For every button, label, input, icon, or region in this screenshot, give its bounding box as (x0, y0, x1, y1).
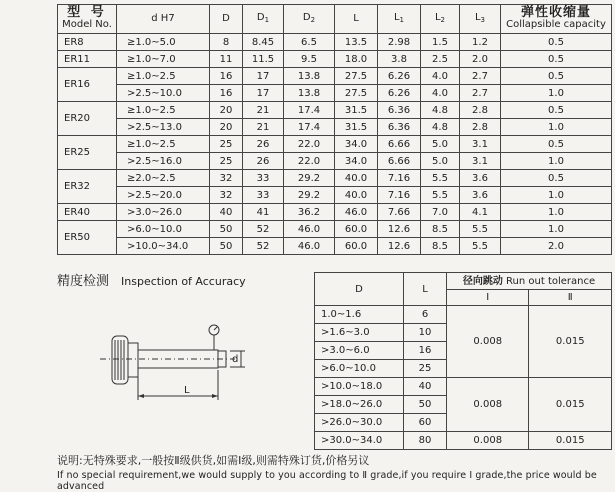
L1-cell: 2.98 (378, 34, 421, 51)
D2-cell: 13.8 (284, 68, 335, 85)
table-row (58, 102, 612, 119)
D1-cell: 26 (243, 153, 284, 170)
accuracy-l-cell: 60 (404, 414, 447, 432)
accuracy-l-cell: 6 (404, 306, 447, 324)
grade2-value-cell: 0.015 (529, 378, 612, 432)
L3-cell: 2.0 (460, 51, 501, 68)
D1-cell: 52 (243, 221, 284, 238)
header-L3-sub: 3 (480, 16, 486, 24)
header-D1 (243, 5, 284, 34)
header-D2-sub: 2 (310, 16, 316, 24)
D-cell: 16 (210, 85, 243, 102)
header-D1-text: D (256, 12, 265, 23)
L-cell: 31.5 (335, 119, 378, 136)
D-cell: 8 (210, 34, 243, 51)
L2-cell: 5.5 (421, 170, 460, 187)
model-cell: ER8 (58, 34, 117, 51)
D2-cell: 22.0 (284, 153, 335, 170)
L1-cell: 7.16 (378, 170, 421, 187)
L2-cell: 5.5 (421, 187, 460, 204)
L3-cell: 3.6 (460, 187, 501, 204)
D2-cell: 17.4 (284, 102, 335, 119)
header-L2-sub: 2 (440, 16, 446, 24)
note-chinese: 说明:无特殊要求,一般按Ⅱ级供货,如需Ⅰ级,则需特殊订货,价格另议 (57, 454, 370, 467)
table-row (315, 432, 612, 450)
collapse-cell: 1.0 (501, 204, 612, 221)
L2-cell: 8.5 (421, 238, 460, 255)
L2-cell: 5.0 (421, 153, 460, 170)
D1-cell: 8.45 (243, 34, 284, 51)
L3-cell: 1.2 (460, 34, 501, 51)
table-row (58, 204, 612, 221)
collapse-cell: 2.0 (501, 238, 612, 255)
accuracy-l-cell: 80 (404, 432, 447, 450)
L1-cell: 6.66 (378, 136, 421, 153)
D-cell: 25 (210, 136, 243, 153)
L-cell: 46.0 (335, 204, 378, 221)
D1-cell: 11.5 (243, 51, 284, 68)
L3-cell: 3.1 (460, 136, 501, 153)
L3-cell: 3.1 (460, 153, 501, 170)
D2-cell: 29.2 (284, 187, 335, 204)
accuracy-d-cell: >1.6~3.0 (315, 324, 404, 342)
collapse-cell: 0.5 (501, 51, 612, 68)
header-model (58, 5, 117, 34)
L1-cell: 6.26 (378, 68, 421, 85)
collet-spec-table (57, 4, 612, 255)
table-row (58, 34, 612, 51)
L2-cell: 4.8 (421, 119, 460, 136)
L-arrow-right (212, 394, 218, 398)
table-row (58, 187, 612, 204)
collapse-cell: 1.0 (501, 221, 612, 238)
collet-body-shape (128, 343, 138, 377)
L-cell: 18.0 (335, 51, 378, 68)
table-row (58, 119, 612, 136)
accuracy-l-cell: 50 (404, 396, 447, 414)
L2-cell: 4.0 (421, 85, 460, 102)
L2-cell: 8.5 (421, 221, 460, 238)
D2-cell: 46.0 (284, 238, 335, 255)
collapse-cell: 0.5 (501, 34, 612, 51)
L1-cell: 6.66 (378, 153, 421, 170)
L-cell: 27.5 (335, 68, 378, 85)
D2-cell: 22.0 (284, 136, 335, 153)
header-collapsible-zh: 弹性收缩量 (520, 5, 591, 20)
table-row (58, 153, 612, 170)
D2-cell: 36.2 (284, 204, 335, 221)
grade1-value-cell: 0.008 (447, 378, 529, 432)
header-accuracy-D: D (315, 273, 404, 306)
d-range-cell: ≥1.0~2.5 (117, 68, 210, 85)
L3-cell: 2.8 (460, 102, 501, 119)
L1-cell: 7.66 (378, 204, 421, 221)
D-cell: 50 (210, 221, 243, 238)
accuracy-d-cell: 1.0~1.6 (315, 306, 404, 324)
d-range-cell: >3.0~26.0 (117, 204, 210, 221)
d-range-cell: ≥1.0~5.0 (117, 34, 210, 51)
header-D2 (284, 5, 335, 34)
header-L1-text: L (393, 12, 400, 23)
header-L2 (421, 5, 460, 34)
D1-cell: 21 (243, 102, 284, 119)
L3-cell: 2.8 (460, 119, 501, 136)
collapse-cell: 0.5 (501, 68, 612, 85)
D2-cell: 13.8 (284, 85, 335, 102)
collet-nut-shape (112, 336, 128, 384)
accuracy-l-cell: 10 (404, 324, 447, 342)
dial-needle (214, 327, 217, 330)
D-cell: 11 (210, 51, 243, 68)
accuracy-l-cell: 25 (404, 360, 447, 378)
header-runout-zh: 径向跳动 (462, 275, 503, 287)
accuracy-section-title (57, 270, 246, 289)
d-range-cell: >2.5~10.0 (117, 85, 210, 102)
d-range-cell: >2.5~16.0 (117, 153, 210, 170)
accuracy-header-row (315, 273, 612, 290)
header-L2-text: L (434, 12, 441, 23)
accuracy-table (314, 272, 612, 450)
collapse-cell: 1.0 (501, 119, 612, 136)
L-cell: 27.5 (335, 85, 378, 102)
header-D2-text: D (302, 12, 311, 23)
d-range-cell: ≥2.0~2.5 (117, 170, 210, 187)
table-row (58, 85, 612, 102)
L2-cell: 4.8 (421, 102, 460, 119)
header-runout-en: Run out tolerance (506, 275, 596, 287)
grade2-value-cell: 0.015 (529, 432, 612, 450)
grade1-value-cell: 0.008 (447, 432, 529, 450)
D1-cell: 17 (243, 85, 284, 102)
L1-cell: 6.36 (378, 119, 421, 136)
L-cell: 40.0 (335, 170, 378, 187)
d-range-cell: >2.5~13.0 (117, 119, 210, 136)
L2-cell: 5.0 (421, 136, 460, 153)
accuracy-d-cell: >30.0~34.0 (315, 432, 404, 450)
L1-cell: 12.6 (378, 221, 421, 238)
table-row (58, 238, 612, 255)
accuracy-d-cell: >3.0~6.0 (315, 342, 404, 360)
collapse-cell: 0.5 (501, 136, 612, 153)
L3-cell: 2.7 (460, 85, 501, 102)
L2-cell: 1.5 (421, 34, 460, 51)
D1-cell: 26 (243, 136, 284, 153)
header-model-zh: 型 号 (67, 5, 107, 20)
D2-cell: 6.5 (284, 34, 335, 51)
L3-cell: 3.6 (460, 170, 501, 187)
collapse-cell: 0.5 (501, 170, 612, 187)
D-cell: 32 (210, 170, 243, 187)
d-range-cell: >2.5~20.0 (117, 187, 210, 204)
L3-cell: 2.7 (460, 68, 501, 85)
header-L3 (460, 5, 501, 34)
table-row (58, 51, 612, 68)
d-range-cell: >10.0~34.0 (117, 238, 210, 255)
d-range-cell: ≥1.0~7.0 (117, 51, 210, 68)
grade1-value-cell: 0.008 (447, 306, 529, 378)
d-range-cell: ≥1.0~2.5 (117, 136, 210, 153)
D-cell: 50 (210, 238, 243, 255)
D2-cell: 46.0 (284, 221, 335, 238)
model-cell: ER25 (58, 136, 117, 170)
L-cell: 60.0 (335, 221, 378, 238)
header-L1-sub: 1 (399, 16, 405, 24)
D1-cell: 21 (243, 119, 284, 136)
D2-cell: 9.5 (284, 51, 335, 68)
d-range-cell: >6.0~10.0 (117, 221, 210, 238)
D-cell: 16 (210, 68, 243, 85)
accuracy-title-zh: 精度检测 (57, 274, 110, 289)
table-row (315, 306, 612, 324)
L1-cell: 6.36 (378, 102, 421, 119)
d-range-cell: ≥1.0~2.5 (117, 102, 210, 119)
header-accuracy-L: L (404, 273, 447, 306)
header-model-en: Model No. (62, 19, 112, 30)
D1-cell: 17 (243, 68, 284, 85)
L3-cell: 5.5 (460, 238, 501, 255)
L2-cell: 7.0 (421, 204, 460, 221)
inspection-drawing (100, 318, 250, 404)
D2-cell: 17.4 (284, 119, 335, 136)
accuracy-l-cell: 16 (404, 342, 447, 360)
L-cell: 60.0 (335, 238, 378, 255)
accuracy-d-cell: >6.0~10.0 (315, 360, 404, 378)
D1-cell: 41 (243, 204, 284, 221)
D-cell: 32 (210, 187, 243, 204)
header-D1-sub: 1 (264, 16, 270, 24)
model-cell: ER40 (58, 204, 117, 221)
header-collapsible-en: Collapsible capacity (506, 19, 606, 30)
L1-cell: 6.26 (378, 85, 421, 102)
model-cell: ER20 (58, 102, 117, 136)
header-D: D (210, 5, 243, 34)
d-dimension-label: d (232, 354, 239, 365)
L2-cell: 2.5 (421, 51, 460, 68)
L-dimension-label: L (184, 385, 190, 396)
model-cell: ER11 (58, 51, 117, 68)
collapse-cell: 1.0 (501, 85, 612, 102)
D-cell: 40 (210, 204, 243, 221)
accuracy-d-cell: >26.0~30.0 (315, 414, 404, 432)
L-cell: 40.0 (335, 187, 378, 204)
accuracy-d-cell: >18.0~26.0 (315, 396, 404, 414)
L1-cell: 12.6 (378, 238, 421, 255)
header-grade-2: Ⅱ (529, 290, 612, 306)
model-cell: ER32 (58, 170, 117, 204)
header-L: L (335, 5, 378, 34)
header-grade-1: Ⅰ (447, 290, 529, 306)
note-english: If no special requirement,we would supply to you according to Ⅱ grade,if you require Ⅰ grade,the price would be advanced (57, 470, 597, 492)
table-row (58, 221, 612, 238)
D1-cell: 33 (243, 187, 284, 204)
header-L3-text: L (474, 12, 481, 23)
D-cell: 20 (210, 102, 243, 119)
table-row (58, 136, 612, 153)
collapse-cell: 1.0 (501, 153, 612, 170)
model-cell: ER50 (58, 221, 117, 255)
collapse-cell: 1.0 (501, 187, 612, 204)
table-row (58, 68, 612, 85)
accuracy-title-en: Inspection of Accuracy (121, 275, 246, 288)
header-runout (447, 273, 612, 290)
header-L1 (378, 5, 421, 34)
collapse-cell: 0.5 (501, 102, 612, 119)
D1-cell: 33 (243, 170, 284, 187)
spec-header-row (58, 5, 612, 34)
table-row (58, 170, 612, 187)
L-arrow-left (138, 394, 144, 398)
L-cell: 13.5 (335, 34, 378, 51)
grade2-value-cell: 0.015 (529, 306, 612, 378)
D-cell: 20 (210, 119, 243, 136)
D1-cell: 52 (243, 238, 284, 255)
L-cell: 31.5 (335, 102, 378, 119)
header-collapsible (501, 5, 612, 34)
D2-cell: 29.2 (284, 170, 335, 187)
L3-cell: 4.1 (460, 204, 501, 221)
accuracy-d-cell: >10.0~18.0 (315, 378, 404, 396)
header-dh7: d H7 (117, 5, 210, 34)
table-row (315, 378, 612, 396)
L-cell: 34.0 (335, 153, 378, 170)
L1-cell: 7.16 (378, 187, 421, 204)
L1-cell: 3.8 (378, 51, 421, 68)
accuracy-l-cell: 40 (404, 378, 447, 396)
L3-cell: 5.5 (460, 221, 501, 238)
model-cell: ER16 (58, 68, 117, 102)
D-cell: 25 (210, 153, 243, 170)
L-cell: 34.0 (335, 136, 378, 153)
L2-cell: 4.0 (421, 68, 460, 85)
